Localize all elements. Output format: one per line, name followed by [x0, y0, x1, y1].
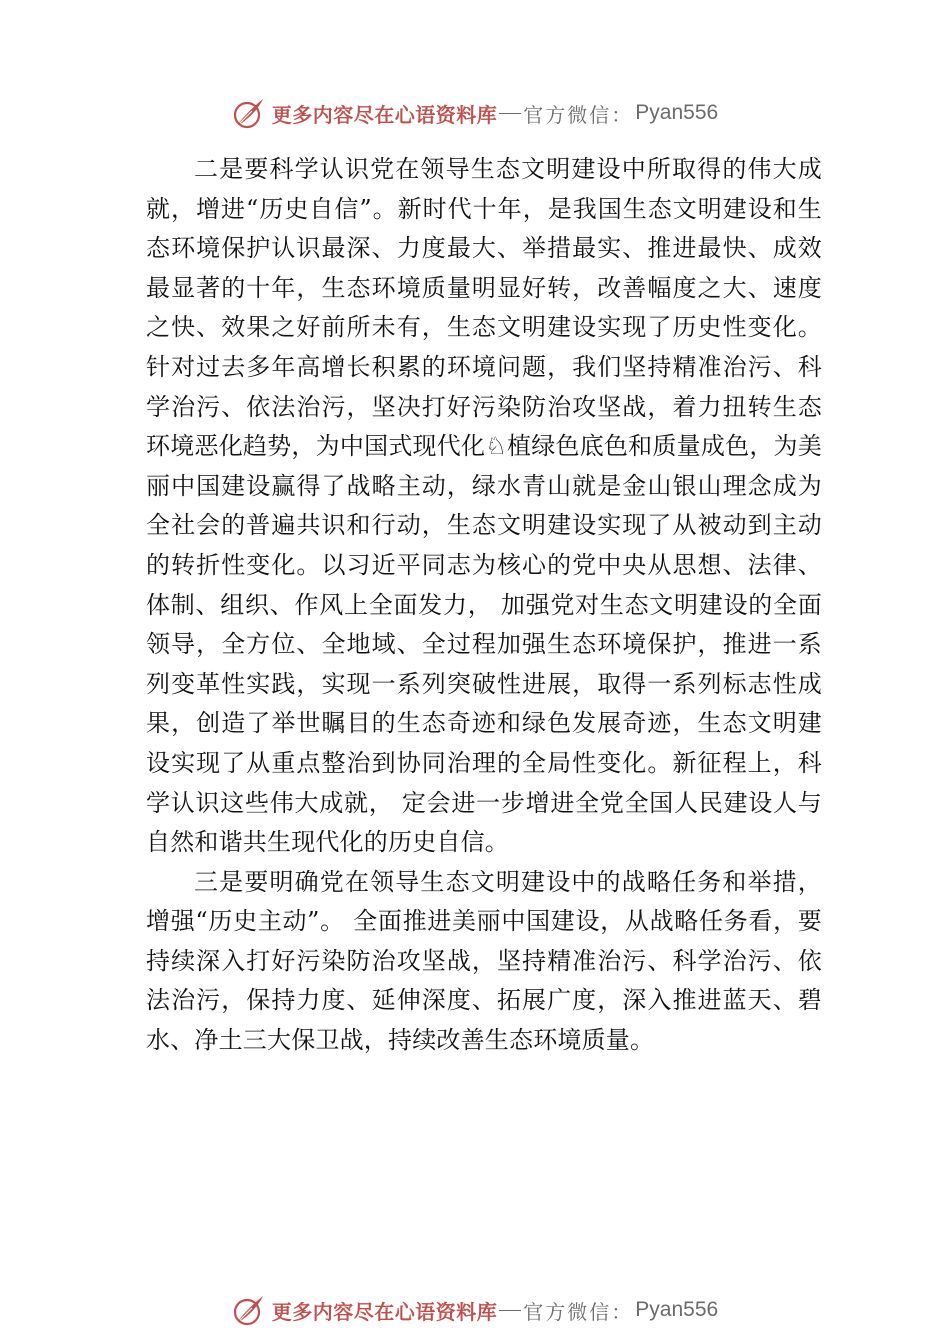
header-dash-divider	[499, 113, 521, 114]
footer-wechat-id: Pyan556	[635, 1298, 719, 1321]
header-banner	[0, 93, 950, 133]
footer-title: 更多内容尽在心语资料库	[271, 1299, 498, 1324]
header-title: 更多内容尽在心语资料库	[271, 102, 498, 127]
footer-banner	[0, 1290, 950, 1330]
header-wechat-id: Pyan556	[635, 101, 719, 124]
paragraph-1: 二是要科学认识党在领导生态文明建设中所取得的伟大成就，增进“历史自信”。新时代十年，是我国生态文明建设和生态环境保护认识最深、力度最大、举措最实、推进最快、成效最显著的十年，生态环境质量明显好转，改善幅度之大、速度之快、效果之好前所未有，生态文明建设实现了历史性变化。针对过去多年高增长积累的环境问题，我们坚持精准治污、科学治污、依法治污，坚决打好污染防治攻坚战，着力扭转生态环境恶化趋势，为中国式现代化♘植绿色底色和质量成色，为美丽中国建设赢得了战略主动，绿水青山就是金山银山理念成为全社会的普遍共识和行动，生态文明建设实现了从被动到主动的转折性变化。以习近平同志为核心的党中央从思想、法律、体制、组织、作风上全面发力， 加强党对生态文明建设的全面领导，全方位、全地域、全过程加强生态环境保护，推进一系列变革性实践，实现一系列突破性进展，取得一系列标志性成果，创造了举世瞩目的生态奇迹和绿色发展奇迹，生态文明建设实现了从重点整治到协同治理的全局性变化。新征程上，科学认识这些伟大成就， 定会进一步增进全党全国人民建设人与自然和谐共生现代化的历史自信。	[146, 155, 822, 857]
footer-dash-divider	[499, 1310, 521, 1311]
document-body	[146, 150, 822, 1061]
paragraph-2: 三是要明确党在领导生态文明建设中的战略任务和举措，增强“历史主动”。 全面推进美丽中国建设，从战略任务看，要持续深入打好污染防治攻坚战，坚持精准治污、科学治污、依法治污，保持力度、延伸深度、拓展广度，深入推进蓝天、碧水、净土三大保卫战，持续改善生态环境质量。	[146, 867, 822, 1055]
quill-pen-logo-icon	[232, 1293, 266, 1327]
quill-pen-logo-icon	[232, 96, 266, 130]
header-subtitle: 官方微信：	[523, 102, 634, 127]
footer-subtitle: 官方微信：	[523, 1299, 634, 1324]
